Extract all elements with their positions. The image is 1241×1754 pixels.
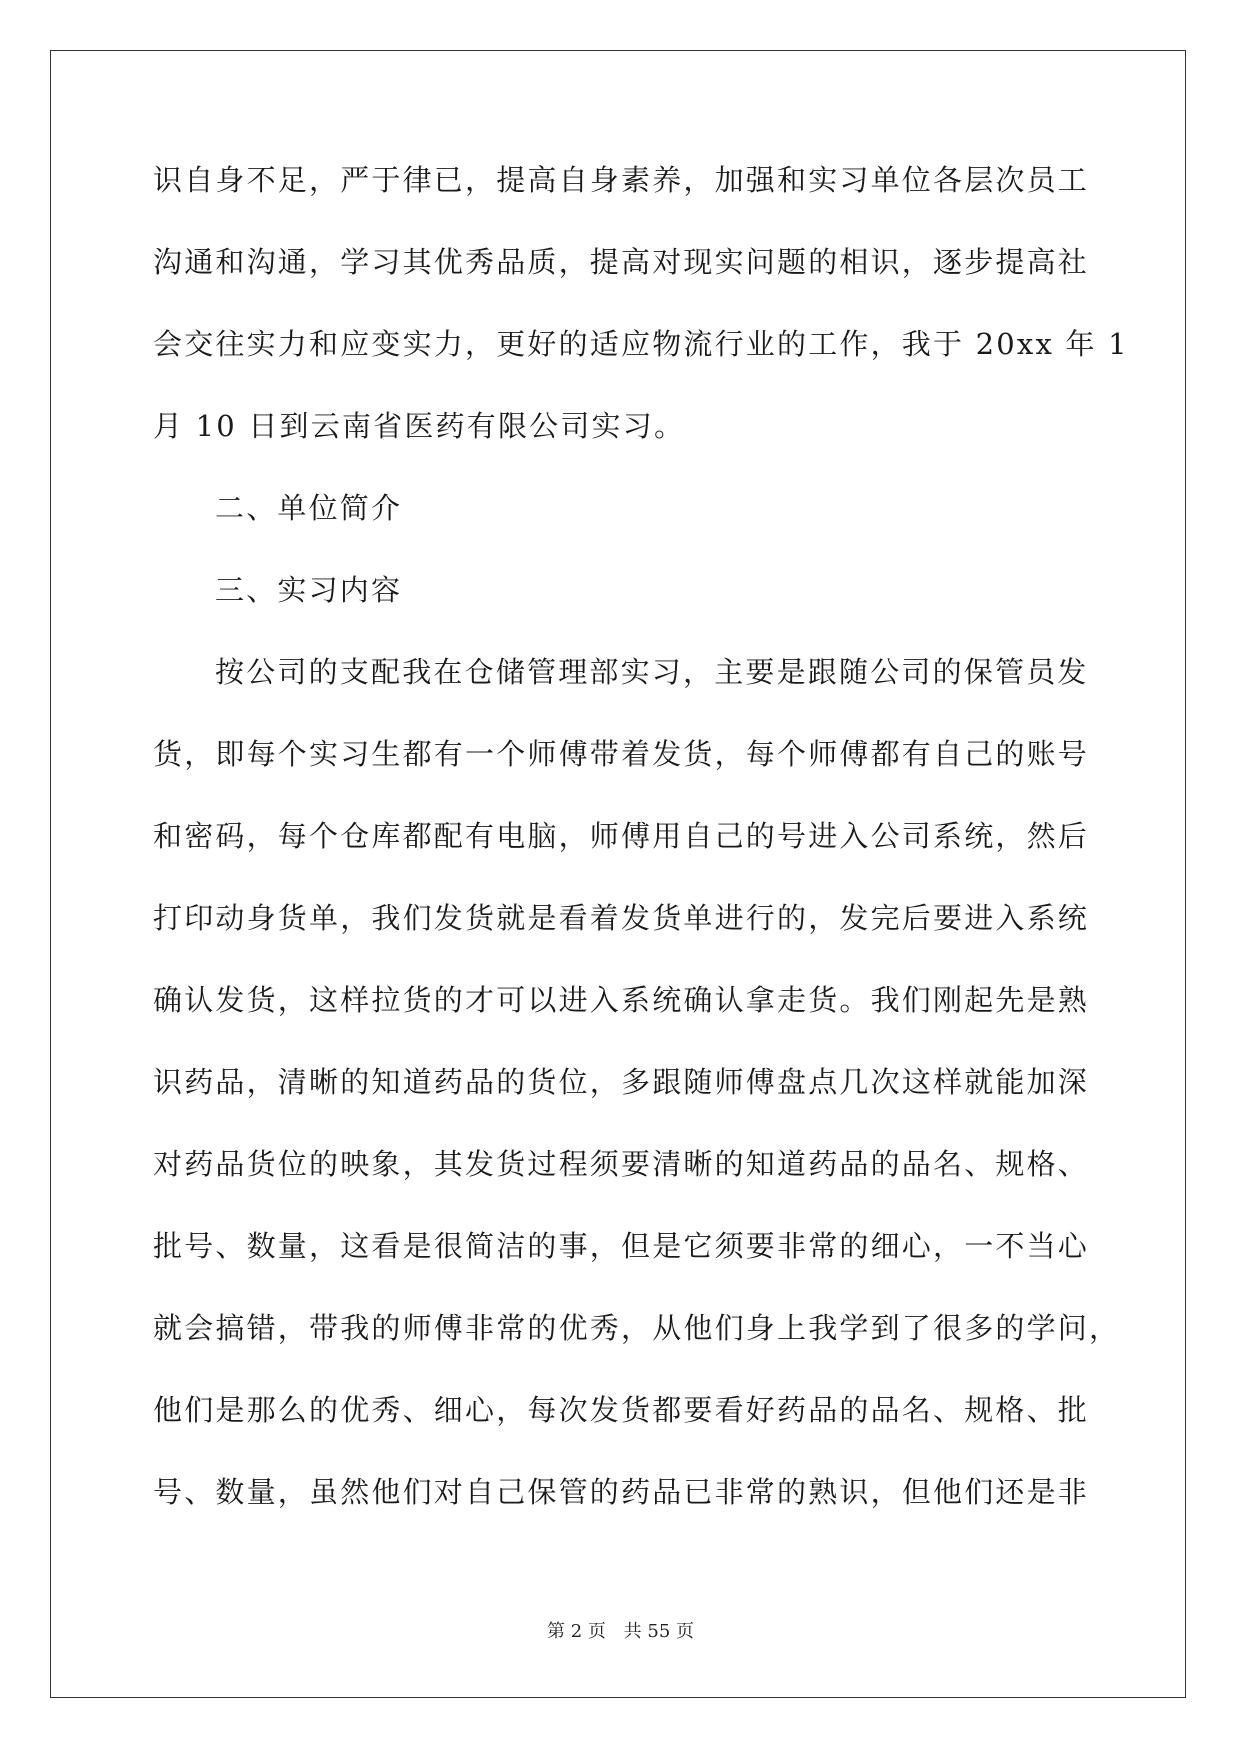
paragraph-line: 识自身不足，严于律已，提高自身素养，加强和实习单位各层次员工: [153, 163, 1090, 197]
total-pages-label: 共 55 页: [623, 1621, 694, 1642]
paragraph-line: 三、实习内容: [215, 573, 403, 607]
paragraph-line: 打印动身货单，我们发货就是看着发货单进行的，发完后要进入系统: [153, 901, 1090, 935]
page-footer: [0, 1617, 1241, 1643]
paragraph-line: 识药品，清晰的知道药品的货位，多跟随师傅盘点几次这样就能加深: [153, 1065, 1090, 1099]
paragraph-line: 对药品货位的映象，其发货过程须要清晰的知道药品的品名、规格、: [153, 1147, 1090, 1181]
paragraph-line: 按公司的支配我在仓储管理部实习，主要是跟随公司的保管员发: [215, 655, 1089, 689]
paragraph-line: 他们是那么的优秀、细心，每次发货都要看好药品的品名、规格、批: [153, 1393, 1090, 1427]
paragraph-line: 号、数量，虽然他们对自己保管的药品已非常的熟识，但他们还是非: [153, 1475, 1090, 1509]
paragraph-line: 货，即每个实习生都有一个师傅带着发货，每个师傅都有自己的账号: [153, 737, 1090, 771]
paragraph-line: 会交往实力和应变实力，更好的适应物流行业的工作，我于 20xx 年 1: [153, 327, 1129, 361]
current-page-label: 第 2 页: [547, 1621, 606, 1642]
paragraph-line: 就会搞错，带我的师傅非常的优秀，从他们身上我学到了很多的学问，: [153, 1311, 1121, 1345]
paragraph-line: 和密码，每个仓库都配有电脑，师傅用自己的号进入公司系统，然后: [153, 819, 1090, 853]
paragraph-line: 月 10 日到云南省医药有限公司实习。: [153, 409, 686, 443]
paragraph-line: 沟通和沟通，学习其优秀品质，提高对现实问题的相识，逐步提高社: [153, 245, 1090, 279]
paragraph-line: 二、单位简介: [215, 491, 403, 525]
paragraph-line: 批号、数量，这看是很简洁的事，但是它须要非常的细心，一不当心: [153, 1229, 1090, 1263]
document-body: [153, 160, 1129, 1554]
paragraph-line: 确认发货，这样拉货的才可以进入系统确认拿走货。我们刚起先是熟: [153, 983, 1090, 1017]
